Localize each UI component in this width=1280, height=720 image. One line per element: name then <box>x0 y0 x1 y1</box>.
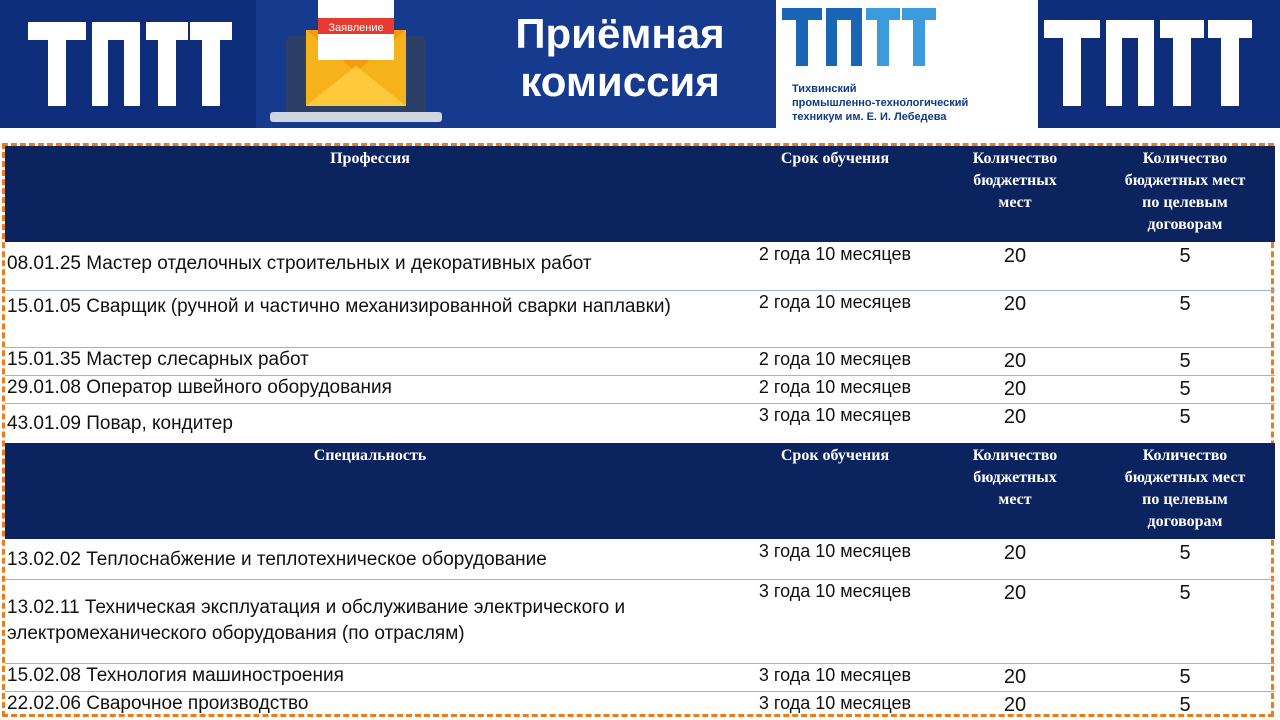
table-row <box>5 539 1275 580</box>
header-target-places <box>1095 146 1275 236</box>
professions-header-row <box>5 146 1275 242</box>
row-budget: 20 <box>1003 378 1027 400</box>
row-term: 3 года 10 месяцев <box>758 665 912 685</box>
table-row <box>5 663 1275 692</box>
row-budget: 20 <box>1003 293 1027 315</box>
tptt-brand-icon <box>776 0 1038 80</box>
header-target-line: бюджетных мест <box>1124 469 1246 486</box>
row-name: 13.02.02 Теплоснабжение и теплотехническое оборудование <box>7 549 547 570</box>
row-name: 15.01.35 Мастер слесарных работ <box>7 349 309 370</box>
row-budget: 20 <box>1003 245 1027 267</box>
org-line-1: Тихвинский <box>792 83 857 95</box>
row-term: 3 года 10 месяцев <box>758 405 912 425</box>
header-budget-line: мест <box>998 491 1032 508</box>
row-name: 43.01.09 Повар, кондитер <box>7 413 233 434</box>
org-name <box>792 82 1038 124</box>
tptt-logo-left <box>0 0 256 128</box>
header-budget-line: бюджетных <box>973 469 1057 486</box>
row-budget: 20 <box>1003 542 1027 564</box>
header-target-line: бюджетных мест <box>1124 172 1246 189</box>
table-row <box>5 290 1275 348</box>
row-term: 2 года 10 месяцев <box>758 349 912 369</box>
table-row <box>5 691 1275 717</box>
header-target-places <box>1095 443 1275 533</box>
table-row <box>5 579 1275 664</box>
row-target: 5 <box>1179 582 1191 604</box>
row-target: 5 <box>1179 378 1191 400</box>
header-target-line: по целевым <box>1142 194 1228 211</box>
header-budget-places <box>935 146 1095 214</box>
header-budget-line: мест <box>998 194 1032 211</box>
row-budget: 20 <box>1003 582 1027 604</box>
header-target-line: Количество <box>1142 150 1228 167</box>
row-name: 22.02.06 Сварочное производство <box>7 693 309 714</box>
table-row <box>5 347 1275 376</box>
row-budget: 20 <box>1003 694 1027 716</box>
header-budget-line: Количество <box>972 447 1058 464</box>
row-budget: 20 <box>1003 350 1027 372</box>
row-term: 3 года 10 месяцев <box>758 581 912 601</box>
header-target-line: по целевым <box>1142 491 1228 508</box>
tptt-logo-right <box>1038 0 1280 128</box>
row-term: 3 года 10 месяцев <box>758 541 912 561</box>
row-target: 5 <box>1179 406 1191 428</box>
header-profession: Профессия <box>330 150 410 167</box>
header-budget-line: бюджетных <box>973 172 1057 189</box>
header-term: Срок обучения <box>780 150 890 167</box>
row-budget: 20 <box>1003 666 1027 688</box>
org-line-2: промышленно-технологический <box>792 97 969 109</box>
row-name: 15.02.08 Технология машиностроения <box>7 665 344 686</box>
table-row <box>5 242 1275 291</box>
header-target-line: договорам <box>1147 216 1223 233</box>
row-name: 29.01.08 Оператор швейного оборудования <box>7 377 392 398</box>
header-budget-line: Количество <box>972 150 1058 167</box>
header-target-line: Количество <box>1142 447 1228 464</box>
specialties-header-row <box>5 443 1275 539</box>
row-target: 5 <box>1179 694 1191 716</box>
org-line-3: техникум им. Е. И. Лебедева <box>792 111 947 123</box>
header-specialty: Специальность <box>313 447 427 464</box>
title-line-1: Приёмная <box>515 10 725 57</box>
header-budget-places <box>935 443 1095 511</box>
row-term: 2 года 10 месяцев <box>758 244 912 264</box>
row-target: 5 <box>1179 245 1191 267</box>
page-title <box>470 10 770 106</box>
row-term: 2 года 10 месяцев <box>758 377 912 397</box>
laptop-envelope-icon <box>256 0 456 128</box>
table-row <box>5 375 1275 404</box>
tptt-logo-icon <box>1038 0 1280 128</box>
header-term: Срок обучения <box>780 447 890 464</box>
envelope-label: Заявление <box>328 22 384 34</box>
row-name: 08.01.25 Мастер отделочных строительных и декоративных работ <box>7 253 592 274</box>
row-name: 13.02.11 Техническая эксплуатация и обслуживание электрического и электромеханического оборудования (по отраслям) <box>7 597 626 644</box>
row-budget: 20 <box>1003 406 1027 428</box>
row-target: 5 <box>1179 666 1191 688</box>
row-target: 5 <box>1179 350 1191 372</box>
row-target: 5 <box>1179 542 1191 564</box>
row-name: 15.01.05 Сварщик (ручной и частично механизированной сварки наплавки) <box>7 296 671 317</box>
row-term: 2 года 10 месяцев <box>758 292 912 312</box>
table-row <box>5 403 1275 444</box>
row-term: 3 года 10 месяцев <box>758 693 912 713</box>
row-target: 5 <box>1179 293 1191 315</box>
title-line-2: комиссия <box>520 58 720 105</box>
tptt-logo-icon <box>0 0 256 128</box>
header-target-line: договорам <box>1147 513 1223 530</box>
header-banner <box>0 0 1280 128</box>
